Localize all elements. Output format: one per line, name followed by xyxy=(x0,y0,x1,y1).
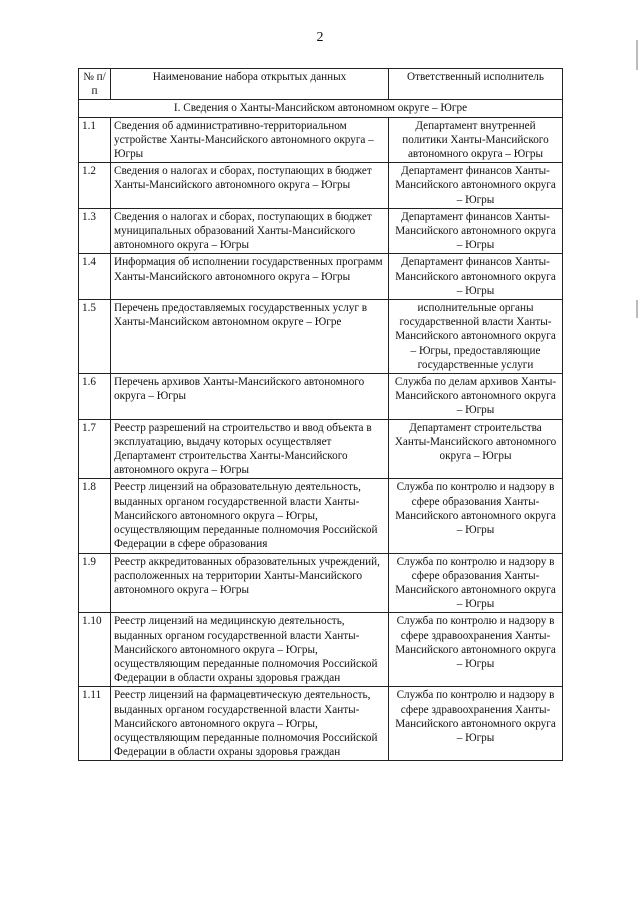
responsible-executor: Департамент строительства Ханты-Мансийского автономного округа – Югры xyxy=(389,419,563,479)
dataset-name: Перечень предоставляемых государственных услуг в Ханты-Мансийском автономном округе – Югре xyxy=(111,300,389,374)
table-row xyxy=(79,419,563,479)
section-title: I. Сведения о Ханты-Мансийском автономном округе – Югре xyxy=(79,100,563,117)
dataset-name: Информация об исполнении государственных программ Ханты-Мансийского автономного округа – Югры xyxy=(111,254,389,300)
row-number: 1.2 xyxy=(79,163,111,209)
dataset-name: Реестр лицензий на медицинскую деятельность, выданных органом государственной власти Ханты-Мансийского автономного округа – Югры, осуществляющим переданные полномочия Российской Федерации в области охраны здоровья граждан xyxy=(111,613,389,687)
section-row xyxy=(79,100,563,117)
row-number: 1.10 xyxy=(79,613,111,687)
responsible-executor: исполнительные органы государственной власти Ханты-Мансийского автономного округа – Югры, предоставляющие государственные услуги xyxy=(389,300,563,374)
scan-edge-mark xyxy=(636,300,638,318)
dataset-name: Реестр разрешений на строительство и ввод объекта в эксплуатацию, выдачу которых осуществляет Департамент строительства Ханты-Мансийского автономного округа – Югры xyxy=(111,419,389,479)
table-row xyxy=(79,687,563,761)
table-row xyxy=(79,163,563,209)
row-number: 1.7 xyxy=(79,419,111,479)
table-row xyxy=(79,117,563,163)
scan-edge-mark xyxy=(636,40,638,70)
responsible-executor: Департамент финансов Ханты-Мансийского автономного округа – Югры xyxy=(389,254,563,300)
row-number: 1.1 xyxy=(79,117,111,163)
row-number: 1.4 xyxy=(79,254,111,300)
responsible-executor: Служба по контролю и надзору в сфере здравоохранения Ханты-Мансийского автономного округа – Югры xyxy=(389,613,563,687)
responsible-executor: Служба по делам архивов Ханты-Мансийского автономного округа – Югры xyxy=(389,374,563,420)
responsible-executor: Служба по контролю и надзору в сфере здравоохранения Ханты-Мансийского автономного округа – Югры xyxy=(389,687,563,761)
dataset-name: Реестр аккредитованных образовательных учреждений, расположенных на территории Ханты-Мансийского автономного округа – Югры xyxy=(111,553,389,613)
row-number: 1.8 xyxy=(79,479,111,553)
table-row xyxy=(79,479,563,553)
row-number: 1.5 xyxy=(79,300,111,374)
row-number: 1.9 xyxy=(79,553,111,613)
header-num: № п/п xyxy=(79,69,111,100)
row-number: 1.6 xyxy=(79,374,111,420)
header-name: Наименование набора открытых данных xyxy=(111,69,389,100)
dataset-name: Реестр лицензий на образовательную деятельность, выданных органом государственной власти Ханты-Мансийского автономного округа – Югры, осуществляющим переданные полномочия Российской Федерации в сфере образования xyxy=(111,479,389,553)
responsible-executor: Департамент финансов Ханты-Мансийского автономного округа – Югры xyxy=(389,163,563,209)
row-number: 1.11 xyxy=(79,687,111,761)
table-row xyxy=(79,553,563,613)
responsible-executor: Служба по контролю и надзору в сфере образования Ханты-Мансийского автономного округа – Югры xyxy=(389,553,563,613)
page-number: 2 xyxy=(316,30,324,45)
table-row xyxy=(79,613,563,687)
responsible-executor: Департамент внутренней политики Ханты-Мансийского автономного округа – Югры xyxy=(389,117,563,163)
responsible-executor: Служба по контролю и надзору в сфере образования Ханты-Мансийского автономного округа – Югры xyxy=(389,479,563,553)
table-row xyxy=(79,254,563,300)
table-row xyxy=(79,300,563,374)
header-responsible: Ответственный исполнитель xyxy=(389,69,563,100)
dataset-name: Сведения о налогах и сборах, поступающих в бюджет муниципальных образований Ханты-Мансийского автономного округа – Югры xyxy=(111,208,389,254)
dataset-name: Сведения о налогах и сборах, поступающих в бюджет Ханты-Мансийского автономного округа – Югры xyxy=(111,163,389,209)
row-number: 1.3 xyxy=(79,208,111,254)
responsible-executor: Департамент финансов Ханты-Мансийского автономного округа – Югры xyxy=(389,208,563,254)
table-row xyxy=(79,374,563,420)
dataset-name: Сведения об административно-территориальном устройстве Ханты-Мансийского автономного округа – Югры xyxy=(111,117,389,163)
table-row xyxy=(79,208,563,254)
dataset-name: Реестр лицензий на фармацевтическую деятельность, выданных органом государственной власти Ханты-Мансийского автономного округа – Югры, осуществляющим переданные полномочия Российской Федерации в области охраны здоровья граждан xyxy=(111,687,389,761)
table-header-row xyxy=(79,69,563,100)
dataset-name: Перечень архивов Ханты-Мансийского автономного округа – Югры xyxy=(111,374,389,420)
open-data-table xyxy=(78,68,563,761)
